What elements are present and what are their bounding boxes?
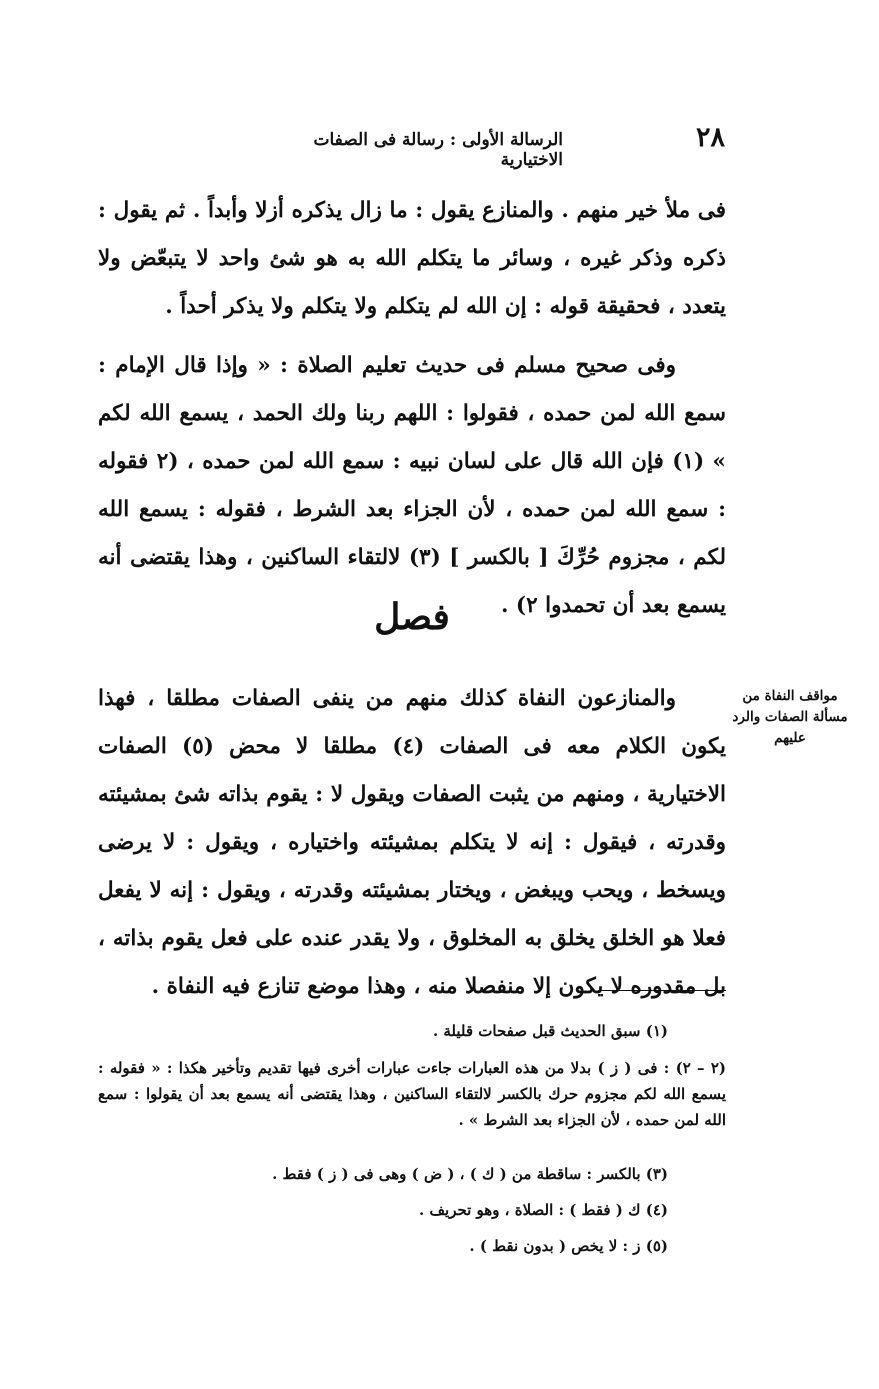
section-heading: فصل <box>374 596 450 638</box>
footnote-2: (٢ – ٢) : فى ( ز ) بدلا من هذه العبارات جاءت عبارات أخرى فيها تقديم وتأخير هكذا : « فقوله : يسمع الله لكم مجزوم حرك بالكسر لالتقاء الساكنين ، وهذا يقتضى أنه يسمع بعد أن يقولوا : سمع الله لمن حمده ، لأن الجزاء بعد الشرط » . <box>98 1059 726 1129</box>
footnote-4: (٤) ك ( فقط ) : الصلاة ، وهو تحريف . <box>419 1201 668 1219</box>
paragraph-3 <box>98 675 726 1011</box>
paragraph-1 <box>98 187 726 331</box>
page-header <box>255 122 725 170</box>
paragraph-1-text: فى ملأ خير منهم . والمنازع يقول : ما زال يذكره أزلا وأبداً . ثم يقول : ذكره وذكر غيره ، وسائر ما يتكلم الله به هو شئ واحد لا يتبعّض ولا يتعدد ، فحقيقة قوله : إن الله لم يتكلم ولا يتكلم ولا يذكر أحداً . <box>98 198 726 319</box>
footnote-separator <box>598 990 726 991</box>
footnote-1: (١) سبق الحديث قبل صفحات قليلة . <box>432 1022 668 1040</box>
footnote-3: (٣) بالكسر : ساقطة من ( ك ) ، ( ض ) وهى فى ( ز ) فقط . <box>272 1165 668 1183</box>
paragraph-2 <box>98 342 726 630</box>
page-number: ٢٨ <box>695 122 725 153</box>
margin-note: مواقف النفاة من مسألة الصفات والرد عليهم <box>732 688 848 746</box>
footnote-5: (٥) ز : لا يخص ( بدون نقط ) . <box>469 1237 668 1255</box>
running-title: الرسالة الأولى : رسالة فى الصفات الاختيارية <box>313 130 563 170</box>
paragraph-2-text: وفى صحيح مسلم فى حديث تعليم الصلاة : « وإذا قال الإمام : سمع الله لمن حمده ، فقولوا : اللهم ربنا ولك الحمد ، يسمع الله لكم » (١) فإن الله قال على لسان نبيه : سمع الله لمن حمده ، (٢ فقوله : سمع الله لمن حمده ، لأن الجزاء بعد الشرط ، فقوله : يسمع الله لكم ، مجزوم حُرِّكَ [ بالكسر ] (٣) لالتقاء الساكنين ، وهذا يقتضى أنه يسمع بعد أن تحمدوا ٢) . <box>98 353 726 618</box>
paragraph-3-text: والمنازعون النفاة كذلك منهم من ينفى الصفات مطلقا ، فهذا يكون الكلام معه فى الصفات (٤) مطلقا لا محض (٥) الصفات الاختيارية ، ومنهم من يثبت الصفات ويقول لا : يقوم بذاته شئ بمشيئته وقدرته ، فيقول : إنه لا يتكلم بمشيئته واختياره ، ويقول : لا يرضى ويسخط ، ويحب ويبغض ، ويختار بمشيئته وقدرته ، ويقول : إنه لا يفعل فعلا هو الخلق يخلق به المخلوق ، ولا يقدر عنده على فعل يقوم بذاته ، بل مقدوره لا يكون إلا منفصلا منه ، وهذا موضع تنازع فيه النفاة . <box>98 686 727 999</box>
